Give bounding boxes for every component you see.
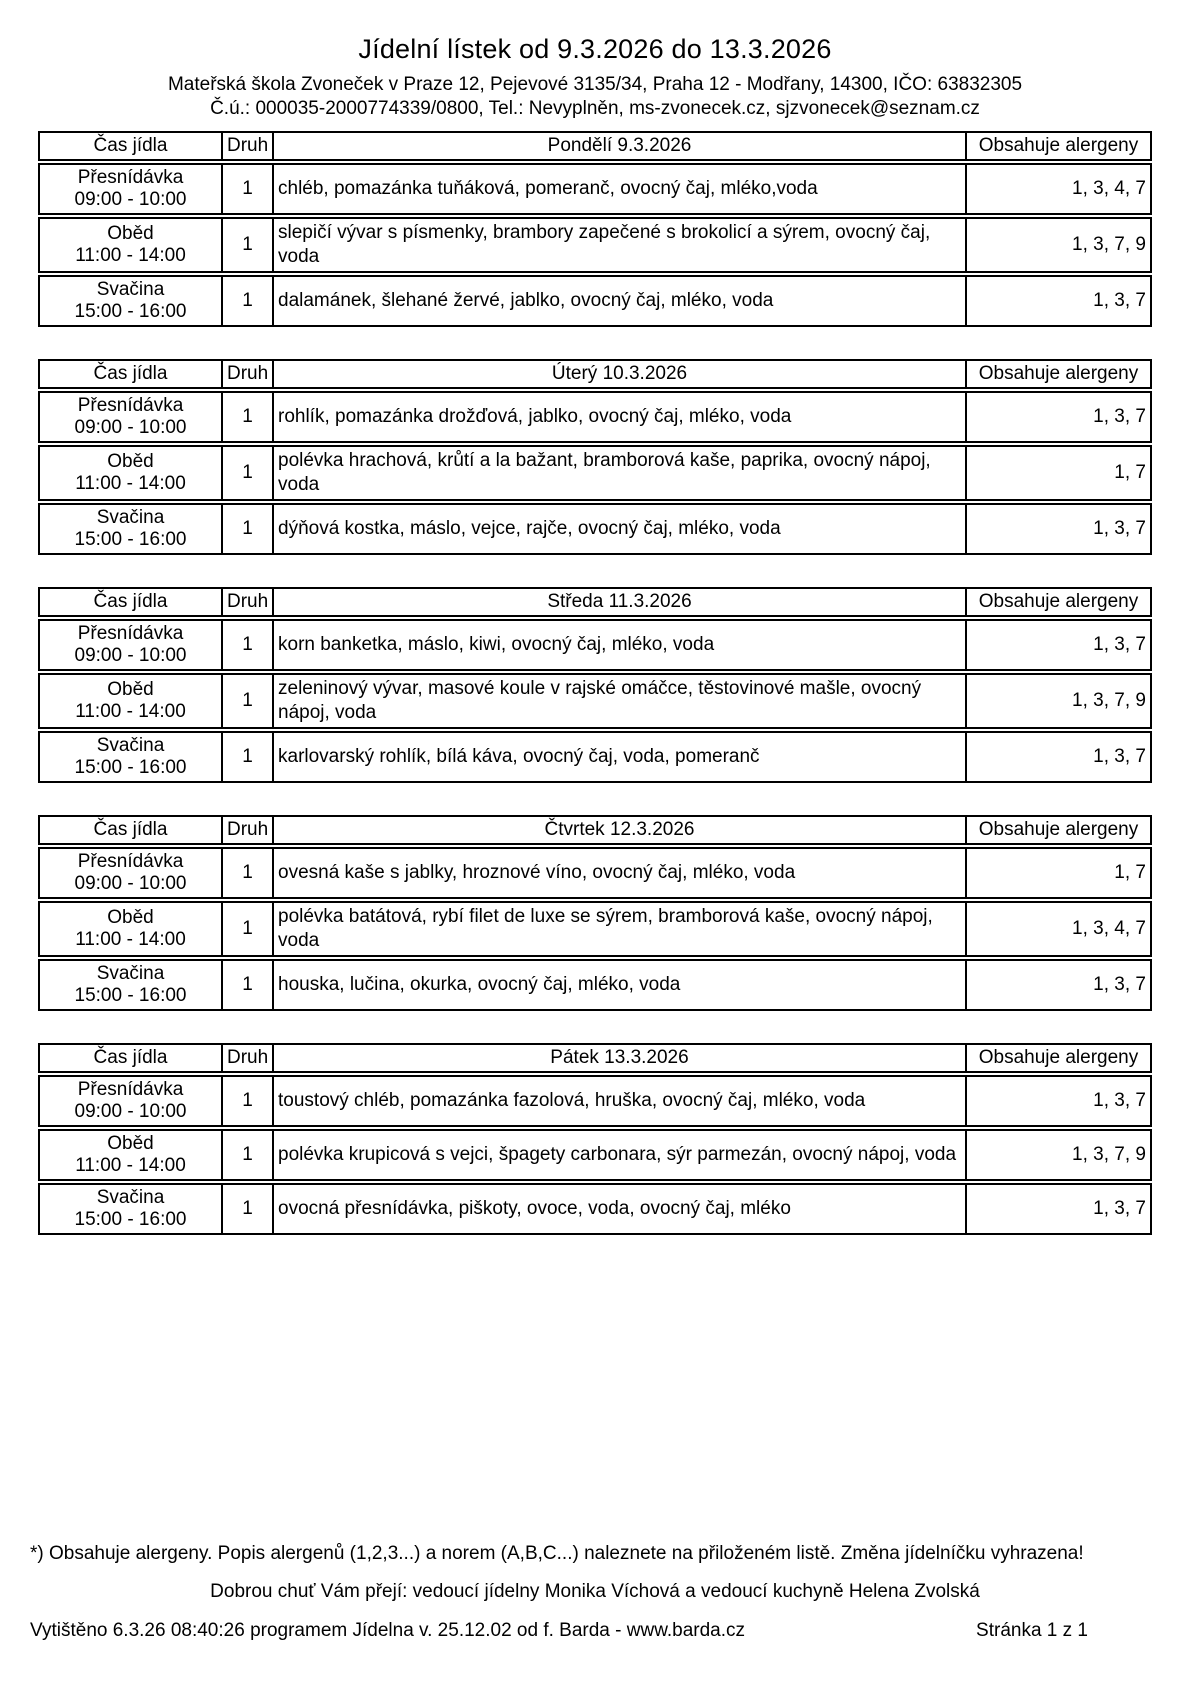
col-header-time: Čas jídla	[38, 815, 223, 845]
meal-food: dýňová kostka, máslo, vejce, rajče, ovocný čaj, mléko, voda	[274, 503, 967, 555]
meal-time: 11:00 - 14:00	[75, 701, 186, 722]
contact-info: Č.ú.: 000035-2000774339/0800, Tel.: Nevyplněn, ms-zvonecek.cz, sjzvonecek@seznam.cz	[210, 98, 980, 119]
document-footer	[30, 1543, 1160, 1642]
meal-row-afternoon-snack	[38, 503, 1152, 555]
meal-allergens: 1, 3, 7, 9	[967, 673, 1152, 729]
meal-allergens: 1, 3, 7	[967, 503, 1152, 555]
meal-time-cell	[38, 1183, 223, 1235]
meal-name: Oběd	[107, 451, 154, 472]
col-header-allergens: Obsahuje alergeny	[967, 587, 1152, 617]
meal-food: zeleninový vývar, masové koule v rajské omáčce, těstovinové mašle, ovocný nápoj, voda	[274, 673, 967, 729]
menu-tables	[0, 129, 1190, 1237]
meal-time: 09:00 - 10:00	[74, 1101, 187, 1122]
meal-row-morning-snack	[38, 847, 1152, 899]
col-header-allergens: Obsahuje alergeny	[967, 815, 1152, 845]
meal-time-cell	[38, 673, 223, 729]
meal-time: 15:00 - 16:00	[74, 1209, 187, 1230]
meal-allergens: 1, 3, 4, 7	[967, 163, 1152, 215]
meal-type: 1	[223, 959, 274, 1011]
col-header-type: Druh	[223, 815, 274, 845]
meal-allergens: 1, 3, 7	[967, 275, 1152, 327]
meal-type: 1	[223, 391, 274, 443]
meal-allergens: 1, 7	[967, 445, 1152, 501]
meal-time: 15:00 - 16:00	[74, 985, 187, 1006]
meal-row-afternoon-snack	[38, 731, 1152, 783]
meal-food: korn banketka, máslo, kiwi, ovocný čaj, mléko, voda	[274, 619, 967, 671]
day-title: Pondělí 9.3.2026	[274, 131, 967, 161]
meal-type: 1	[223, 503, 274, 555]
col-header-type: Druh	[223, 587, 274, 617]
meal-time: 15:00 - 16:00	[74, 529, 187, 550]
meal-food: karlovarský rohlík, bílá káva, ovocný čaj, voda, pomeranč	[274, 731, 967, 783]
meal-time-cell	[38, 619, 223, 671]
col-header-time: Čas jídla	[38, 1043, 223, 1073]
meal-time-cell	[38, 503, 223, 555]
meal-time-cell	[38, 217, 223, 273]
meal-time: 09:00 - 10:00	[74, 645, 187, 666]
meal-time-cell	[38, 1075, 223, 1127]
footer-printed-info: Vytištěno 6.3.26 08:40:26 programem Jídelna v. 25.12.02 od f. Barda - www.barda.cz	[30, 1620, 746, 1641]
footer-allergen-note: *) Obsahuje alergeny. Popis alergenů (1,2,3...) a norem (A,B,C...) naleznete na přiloženém listě. Změna jídelníčku vyhrazena!	[30, 1543, 1084, 1564]
col-header-time: Čas jídla	[38, 359, 223, 389]
meal-type: 1	[223, 673, 274, 729]
footer-page-number: Stránka 1 z 1	[976, 1620, 1088, 1641]
meal-time-cell	[38, 847, 223, 899]
meal-allergens: 1, 3, 7	[967, 619, 1152, 671]
meal-food: rohlík, pomazánka drožďová, jablko, ovocný čaj, mléko, voda	[274, 391, 967, 443]
col-header-type: Druh	[223, 131, 274, 161]
meal-type: 1	[223, 163, 274, 215]
meal-name: Svačina	[96, 279, 165, 300]
meal-type: 1	[223, 1183, 274, 1235]
day-title: Čtvrtek 12.3.2026	[274, 815, 967, 845]
meal-name: Přesnídávka	[77, 167, 184, 188]
meal-name: Svačina	[96, 963, 165, 984]
col-header-time: Čas jídla	[38, 131, 223, 161]
meal-food: dalamánek, šlehané žervé, jablko, ovocný čaj, mléko, voda	[274, 275, 967, 327]
day-table	[38, 129, 1152, 329]
meal-row-morning-snack	[38, 391, 1152, 443]
meal-time: 09:00 - 10:00	[74, 873, 187, 894]
meal-name: Oběd	[107, 679, 154, 700]
meal-type: 1	[223, 1129, 274, 1181]
meal-food: polévka hrachová, krůtí a la bažant, bramborová kaše, paprika, ovocný nápoj, voda	[274, 445, 967, 501]
meal-allergens: 1, 3, 7	[967, 959, 1152, 1011]
meal-row-afternoon-snack	[38, 275, 1152, 327]
meal-time: 15:00 - 16:00	[74, 301, 187, 322]
page-title: Jídelní lístek od 9.3.2026 do 13.3.2026	[358, 34, 832, 64]
meal-time-cell	[38, 959, 223, 1011]
meal-time: 15:00 - 16:00	[74, 757, 187, 778]
meal-name: Přesnídávka	[77, 1079, 184, 1100]
meal-row-lunch	[38, 445, 1152, 501]
col-header-type: Druh	[223, 1043, 274, 1073]
day-title: Středa 11.3.2026	[274, 587, 967, 617]
meal-row-lunch	[38, 1129, 1152, 1181]
day-table	[38, 1041, 1152, 1237]
meal-allergens: 1, 3, 7	[967, 391, 1152, 443]
meal-time: 09:00 - 10:00	[74, 189, 187, 210]
meal-name: Přesnídávka	[77, 851, 184, 872]
meal-type: 1	[223, 1075, 274, 1127]
meal-row-lunch	[38, 673, 1152, 729]
meal-time-cell	[38, 163, 223, 215]
meal-name: Svačina	[96, 1187, 165, 1208]
meal-type: 1	[223, 445, 274, 501]
footer-greeting: Dobrou chuť Vám přejí: vedoucí jídelny Monika Víchová a vedoucí kuchyně Helena Zvolská	[210, 1581, 980, 1602]
meal-row-lunch	[38, 217, 1152, 273]
meal-name: Oběd	[107, 907, 154, 928]
day-header-row	[38, 359, 1152, 389]
meal-time-cell	[38, 1129, 223, 1181]
meal-type: 1	[223, 901, 274, 957]
meal-allergens: 1, 3, 7	[967, 1183, 1152, 1235]
meal-type: 1	[223, 731, 274, 783]
meal-row-morning-snack	[38, 619, 1152, 671]
meal-time: 09:00 - 10:00	[74, 417, 187, 438]
meal-allergens: 1, 3, 7, 9	[967, 1129, 1152, 1181]
day-title: Pátek 13.3.2026	[274, 1043, 967, 1073]
meal-name: Svačina	[96, 507, 165, 528]
meal-time-cell	[38, 901, 223, 957]
meal-allergens: 1, 7	[967, 847, 1152, 899]
meal-row-morning-snack	[38, 163, 1152, 215]
meal-type: 1	[223, 619, 274, 671]
meal-name: Oběd	[107, 1133, 154, 1154]
meal-time-cell	[38, 275, 223, 327]
meal-row-afternoon-snack	[38, 959, 1152, 1011]
col-header-allergens: Obsahuje alergeny	[967, 131, 1152, 161]
meal-food: houska, lučina, okurka, ovocný čaj, mléko, voda	[274, 959, 967, 1011]
meal-time: 11:00 - 14:00	[75, 473, 186, 494]
school-info: Mateřská škola Zvoneček v Praze 12, Pejevové 3135/34, Praha 12 - Modřany, 14300, IČO: 63832305	[167, 74, 1023, 95]
meal-time: 11:00 - 14:00	[75, 245, 186, 266]
col-header-time: Čas jídla	[38, 587, 223, 617]
meal-row-lunch	[38, 901, 1152, 957]
meal-time: 11:00 - 14:00	[75, 929, 186, 950]
col-header-allergens: Obsahuje alergeny	[967, 1043, 1152, 1073]
meal-type: 1	[223, 217, 274, 273]
day-header-row	[38, 815, 1152, 845]
meal-food: ovocná přesnídávka, piškoty, ovoce, voda, ovocný čaj, mléko	[274, 1183, 967, 1235]
day-table	[38, 813, 1152, 1013]
meal-type: 1	[223, 275, 274, 327]
meal-food: polévka krupicová s vejci, špagety carbonara, sýr parmezán, ovocný nápoj, voda	[274, 1129, 967, 1181]
day-table	[38, 357, 1152, 557]
day-header-row	[38, 1043, 1152, 1073]
meal-time-cell	[38, 391, 223, 443]
meal-allergens: 1, 3, 4, 7	[967, 901, 1152, 957]
meal-food: chléb, pomazánka tuňáková, pomeranč, ovocný čaj, mléko,voda	[274, 163, 967, 215]
meal-name: Oběd	[107, 223, 154, 244]
day-header-row	[38, 131, 1152, 161]
meal-food: ovesná kaše s jablky, hroznové víno, ovocný čaj, mléko, voda	[274, 847, 967, 899]
col-header-type: Druh	[223, 359, 274, 389]
meal-name: Přesnídávka	[77, 623, 184, 644]
meal-food: slepičí vývar s písmenky, brambory zapečené s brokolicí a sýrem, ovocný čaj, voda	[274, 217, 967, 273]
meal-food: polévka batátová, rybí filet de luxe se sýrem, bramborová kaše, ovocný nápoj, voda	[274, 901, 967, 957]
meal-allergens: 1, 3, 7	[967, 1075, 1152, 1127]
day-title: Úterý 10.3.2026	[274, 359, 967, 389]
meal-time-cell	[38, 445, 223, 501]
meal-food: toustový chléb, pomazánka fazolová, hruška, ovocný čaj, mléko, voda	[274, 1075, 967, 1127]
meal-allergens: 1, 3, 7, 9	[967, 217, 1152, 273]
meal-name: Svačina	[96, 735, 165, 756]
meal-row-morning-snack	[38, 1075, 1152, 1127]
day-header-row	[38, 587, 1152, 617]
meal-type: 1	[223, 847, 274, 899]
meal-row-afternoon-snack	[38, 1183, 1152, 1235]
col-header-allergens: Obsahuje alergeny	[967, 359, 1152, 389]
meal-time: 11:00 - 14:00	[75, 1155, 186, 1176]
day-table	[38, 585, 1152, 785]
meal-name: Přesnídávka	[77, 395, 184, 416]
meal-allergens: 1, 3, 7	[967, 731, 1152, 783]
meal-time-cell	[38, 731, 223, 783]
document-header	[0, 0, 1190, 120]
